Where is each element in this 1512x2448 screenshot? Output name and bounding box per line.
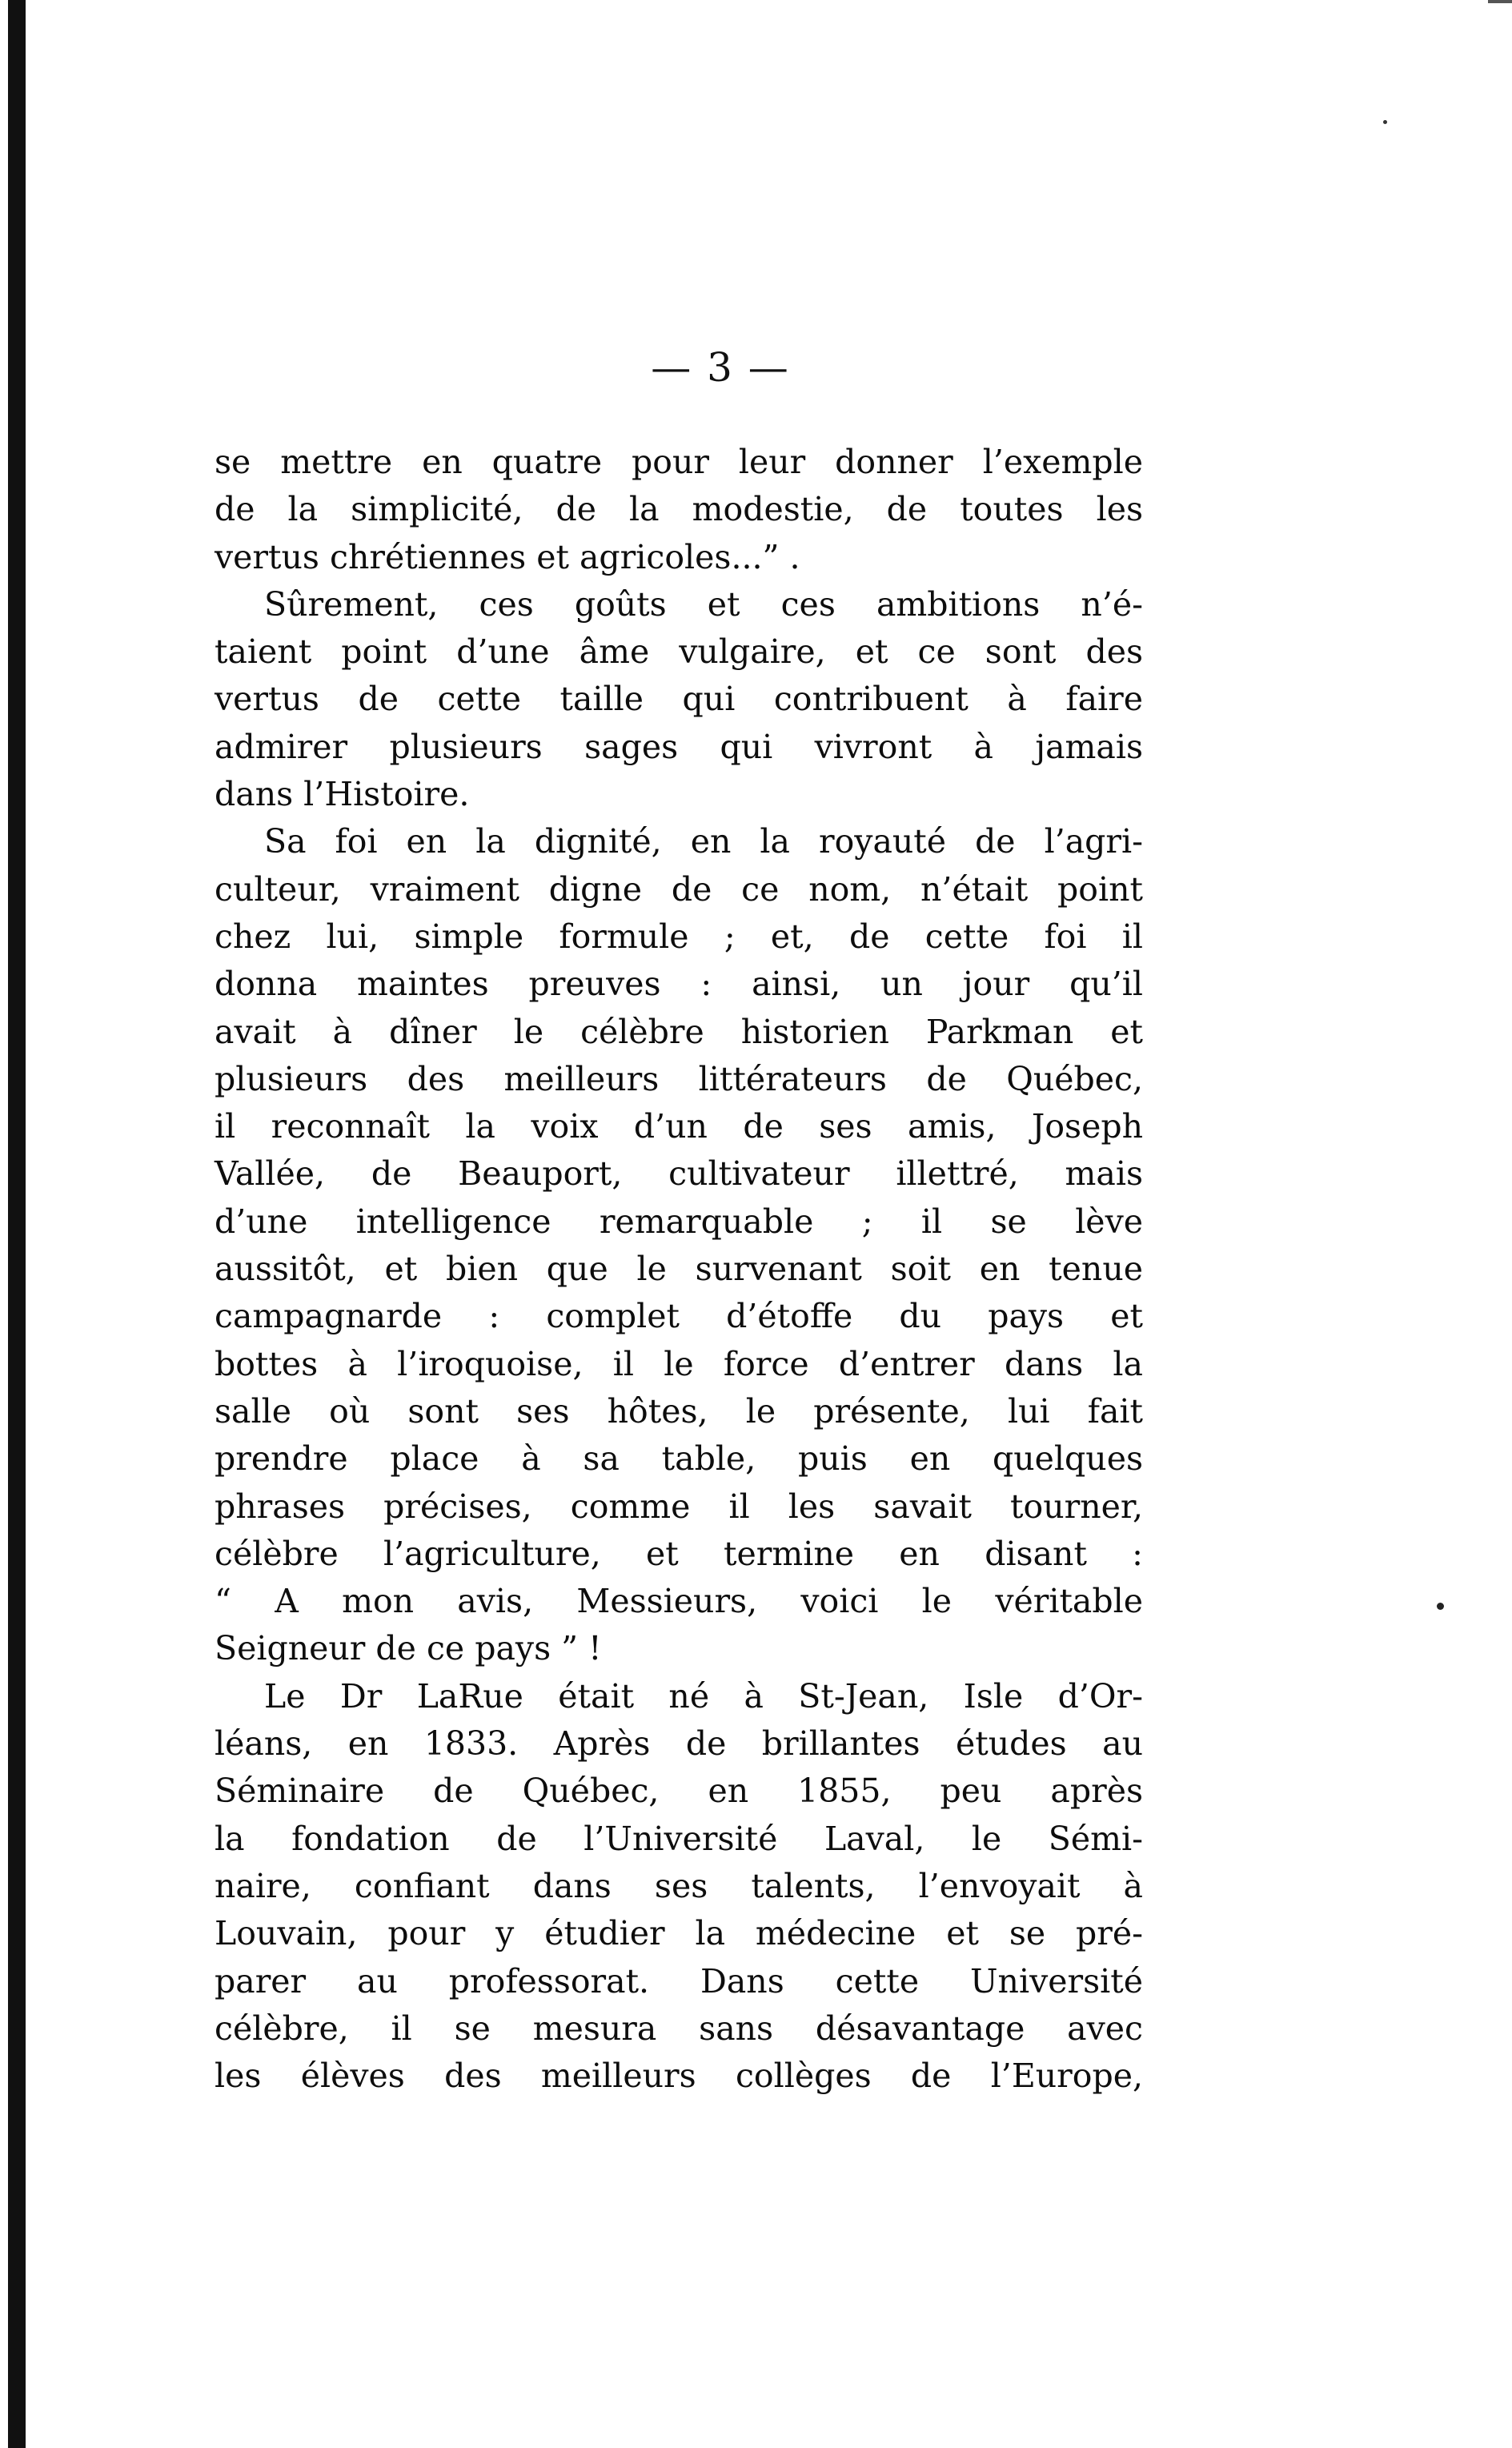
text-line: dans l’Histoire. — [215, 775, 470, 814]
text-line: bottes à l’iroquoise, il le force d’entrer dans la — [215, 1344, 1143, 1383]
scan-speck — [1437, 1603, 1444, 1610]
text-line: chez lui, simple formule ; et, de cette foi il — [215, 917, 1143, 956]
text-line: taient point d’une âme vulgaire, et ce sont des — [215, 632, 1143, 672]
text-line: phrases précises, comme il les savait tourner, — [215, 1487, 1143, 1526]
text-line: Le Dr LaRue était né à St-Jean, Isle d’Or- — [264, 1676, 1143, 1716]
text-line: les élèves des meilleurs collèges de l’Europe, — [215, 2057, 1143, 2096]
text-line: Sûrement, ces goûts et ces ambitions n’é- — [264, 584, 1143, 624]
text-line: culteur, vraiment digne de ce nom, n’était point — [215, 869, 1143, 909]
text-line: d’une intelligence remarquable ; il se lève — [215, 1202, 1143, 1241]
text-line: admirer plusieurs sages qui vivront à jamais — [215, 727, 1143, 766]
body-text — [215, 439, 1143, 2100]
text-line: de la simplicité, de la modestie, de toutes les — [215, 490, 1143, 529]
text-line: Sa foi en la dignité, en la royauté de l’agri- — [264, 822, 1143, 861]
text-line: il reconnaît la voix d’un de ses amis, Joseph — [215, 1107, 1143, 1146]
scan-binding-edge — [8, 0, 26, 2448]
page-number: — 3 — — [651, 344, 790, 391]
text-line: léans, en 1833. Après de brillantes études au — [215, 1724, 1143, 1764]
text-line: aussitôt, et bien que le survenant soit en tenue — [215, 1250, 1143, 1289]
text-line: Séminaire de Québec, en 1855, peu après — [215, 1772, 1143, 1811]
text-line: donna maintes preuves : ainsi, un jour qu’il — [215, 965, 1143, 1004]
text-line: naire, confiant dans ses talents, l’envoyait à — [215, 1866, 1143, 1905]
text-line: célèbre, il se mesura sans désavantage avec — [215, 2009, 1143, 2048]
scan-speck — [1383, 120, 1387, 124]
text-line: salle où sont ses hôtes, le présente, lui fait — [215, 1391, 1143, 1431]
text-line: vertus de cette taille qui contribuent à faire — [215, 680, 1143, 719]
scan-corner-mark — [1488, 0, 1512, 3]
text-line: Seigneur de ce pays ” ! — [215, 1629, 602, 1668]
text-line: campagnarde : complet d’étoffe du pays et — [215, 1297, 1143, 1336]
text-line: vertus chrétiennes et agricoles...” . — [215, 537, 800, 576]
text-line: célèbre l’agriculture, et termine en disant : — [215, 1534, 1143, 1573]
text-line: Louvain, pour y étudier la médecine et se pré- — [215, 1914, 1143, 1953]
text-line: plusieurs des meilleurs littérateurs de Québec, — [215, 1059, 1143, 1098]
text-line: “ A mon avis, Messieurs, voici le véritable — [215, 1582, 1143, 1621]
text-line: avait à dîner le célèbre historien Parkman et — [215, 1012, 1143, 1051]
text-line: se mettre en quatre pour leur donner l’exemple — [215, 443, 1143, 481]
text-line: prendre place à sa table, puis en quelques — [215, 1439, 1143, 1479]
text-line: la fondation de l’Université Laval, le Sémi- — [215, 1819, 1143, 1858]
text-line: parer au professorat. Dans cette Université — [215, 1961, 1143, 2001]
text-line: Vallée, de Beauport, cultivateur illettré, mais — [215, 1154, 1143, 1194]
